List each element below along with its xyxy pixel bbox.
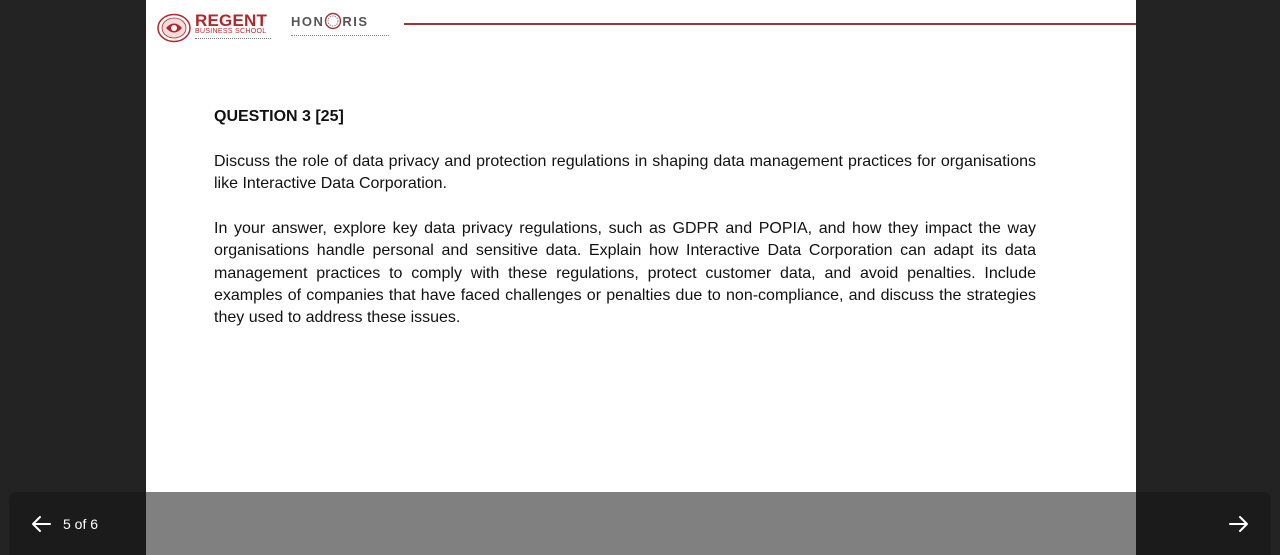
- honoris-wordmark: [291, 12, 369, 30]
- arrow-left-icon: [30, 513, 52, 535]
- document-page: [146, 0, 1136, 555]
- regent-subtitle: BUSINESS SCHOOL: [195, 28, 267, 35]
- question-paragraph-1: Discuss the role of data privacy and protection regulations in shaping data management practices for organisations like Interactive Data Corporation.: [214, 153, 1036, 193]
- header-divider: [404, 23, 1136, 25]
- arrow-right-icon: [1228, 513, 1250, 535]
- honoris-wordmark-left: HON: [291, 14, 325, 29]
- question-paragraph-2: In your answer, explore key data privacy regulations, such as GDPR and POPIA, and how they impact the way organisations handle personal and sensitive data. Explain how Interactive Data Corporation can adapt its data management practices to comply with these regulations, protect customer data, and avoid penalties. Include examples of companies that have faced challenges or penalties due to non-compliance, and discuss the strategies they used to address these issues.: [214, 219, 1036, 327]
- page-indicator: 5 of 6: [63, 516, 99, 532]
- honoris-tagline-rule: [291, 35, 389, 38]
- previous-page-button[interactable]: [30, 513, 52, 535]
- honoris-ring-icon: [324, 12, 342, 30]
- regent-logo: [157, 11, 273, 45]
- question-content: [214, 106, 1036, 352]
- page-bottom-overlay: [146, 492, 1136, 555]
- regent-tagline-rule: [195, 38, 271, 41]
- next-page-button[interactable]: [1228, 513, 1250, 535]
- regent-wordmark: REGENT: [195, 11, 268, 30]
- honoris-wordmark-right: RIS: [342, 14, 369, 29]
- question-title: QUESTION 3 [25]: [214, 108, 344, 125]
- regent-seal-icon: [157, 13, 191, 43]
- honoris-logo: [291, 11, 391, 45]
- page-header: [146, 0, 1136, 50]
